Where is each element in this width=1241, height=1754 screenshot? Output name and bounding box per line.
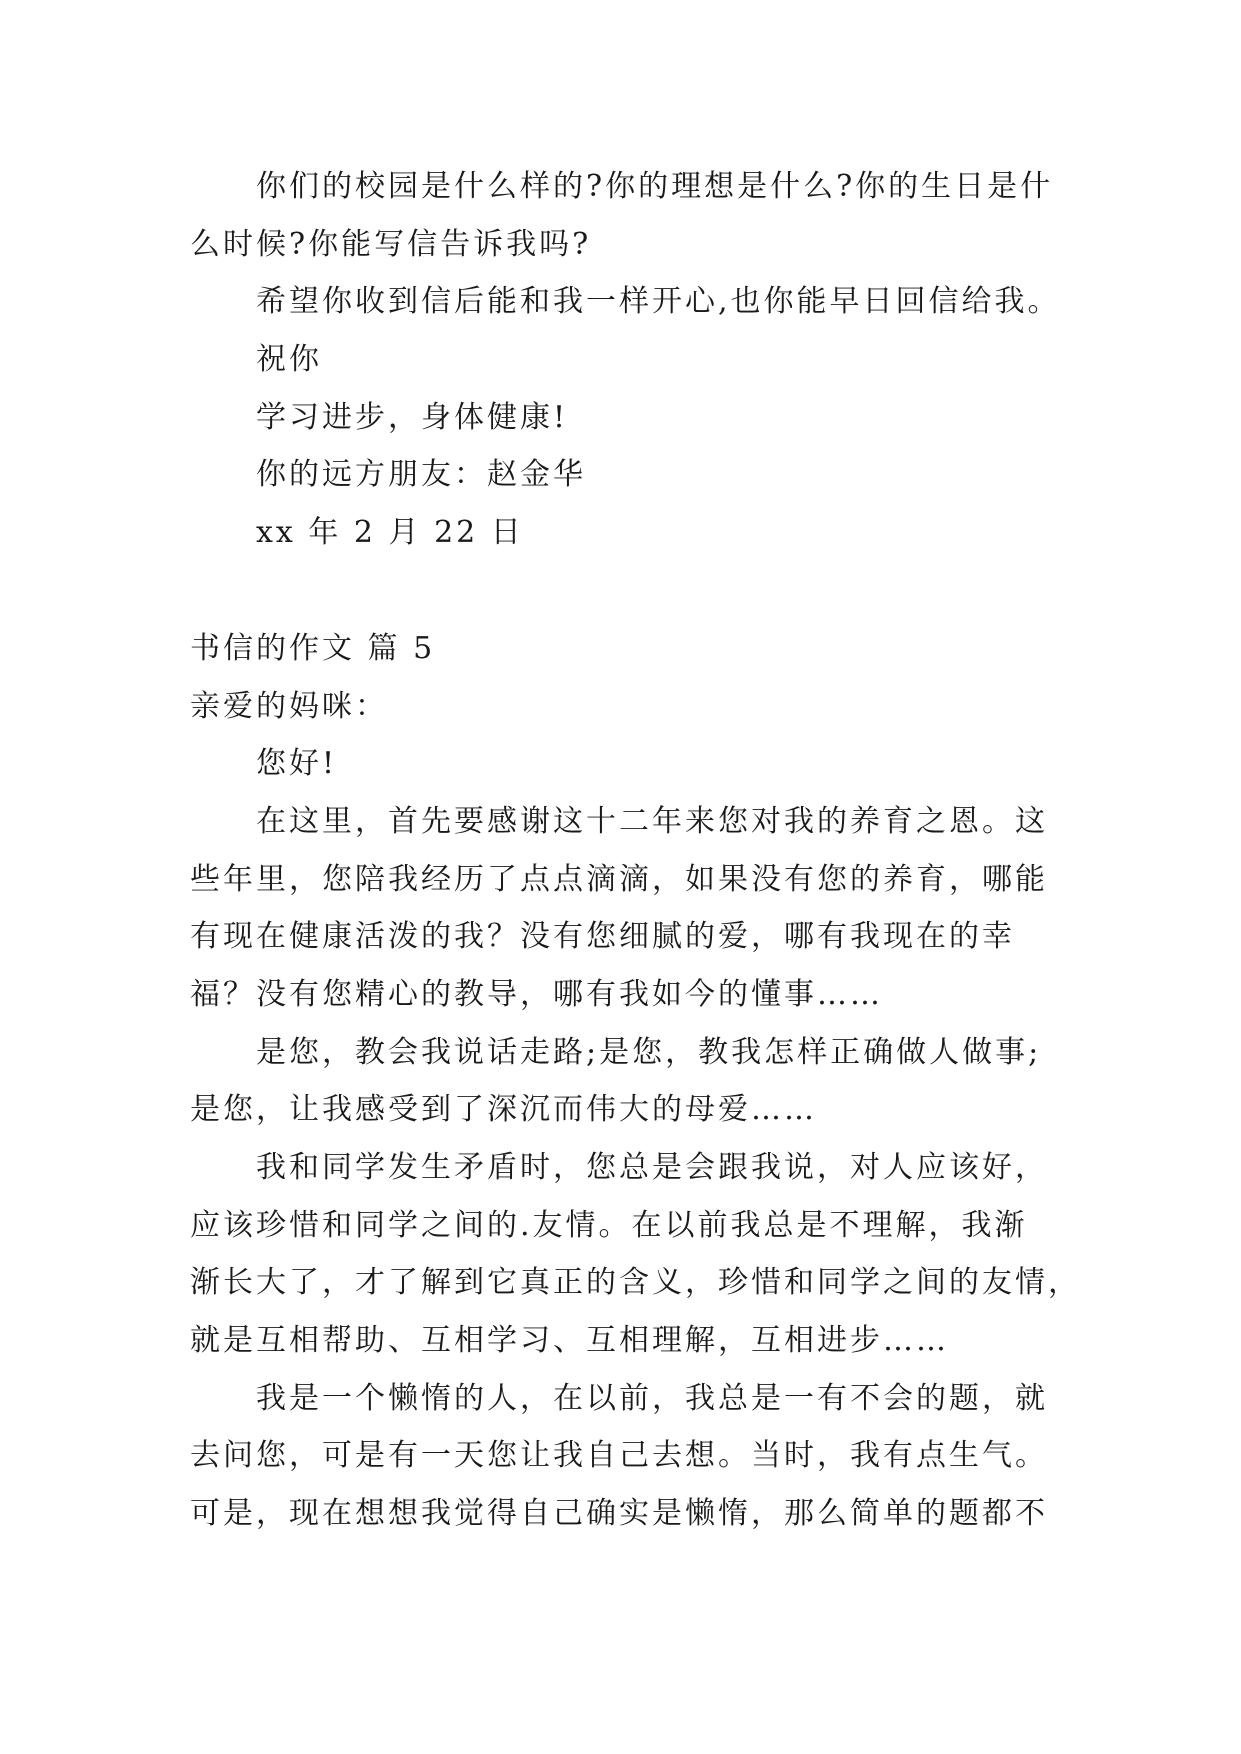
- paragraph-line: 福？没有您精心的教导，哪有我如今的懂事……: [190, 977, 883, 1012]
- paragraph-line: 么时候?你能写信告诉我吗?: [190, 227, 592, 262]
- greeting: 您好!: [256, 746, 338, 781]
- signature: 你的远方朋友：赵金华: [256, 457, 586, 492]
- paragraph-line: 是您，教会我说话走路;是您，教我怎样正确做人做事;: [256, 1035, 1042, 1070]
- paragraph-line: 在这里，首先要感谢这十二年来您对我的养育之恩。这: [256, 804, 1048, 839]
- paragraph-line: 就是互相帮助、互相学习、互相理解，互相进步……: [190, 1323, 949, 1358]
- paragraph-line: 我和同学发生矛盾时，您总是会跟我说，对人应该好，: [256, 1150, 1048, 1185]
- section-heading: 书信的作文 篇 5: [190, 631, 436, 666]
- paragraph-line: 可是，现在想想我觉得自己确实是懒惰，那么简单的题都不: [190, 1496, 1048, 1531]
- paragraph-line: 去问您，可是有一天您让我自己去想。当时，我有点生气。: [190, 1438, 1048, 1473]
- closing-wish: 学习进步，身体健康!: [256, 400, 569, 435]
- closing-line: 祝你: [256, 342, 322, 377]
- paragraph-line: 些年里，您陪我经历了点点滴滴，如果没有您的养育，哪能: [190, 862, 1048, 897]
- paragraph-line: 是您，让我感受到了深沉而伟大的母爱……: [190, 1092, 817, 1127]
- paragraph-line: 希望你收到信后能和我一样开心,也你能早日回信给我。: [256, 284, 1061, 319]
- paragraph-line: 渐长大了，才了解到它真正的含义，珍惜和同学之间的友情，: [190, 1265, 1081, 1300]
- paragraph-line: 有现在健康活泼的我？没有您细腻的爱，哪有我现在的幸: [190, 919, 1015, 954]
- paragraph-line: 你们的校园是什么样的?你的理想是什么?你的生日是什: [256, 169, 1054, 204]
- letter-date: xx 年 2 月 22 日: [256, 515, 524, 550]
- paragraph-line: 应该珍惜和同学之间的.友情。在以前我总是不理解，我渐: [190, 1208, 1028, 1243]
- paragraph-line: 我是一个懒惰的人，在以前，我总是一有不会的题，就: [256, 1381, 1048, 1416]
- salutation: 亲爱的妈咪：: [190, 689, 388, 724]
